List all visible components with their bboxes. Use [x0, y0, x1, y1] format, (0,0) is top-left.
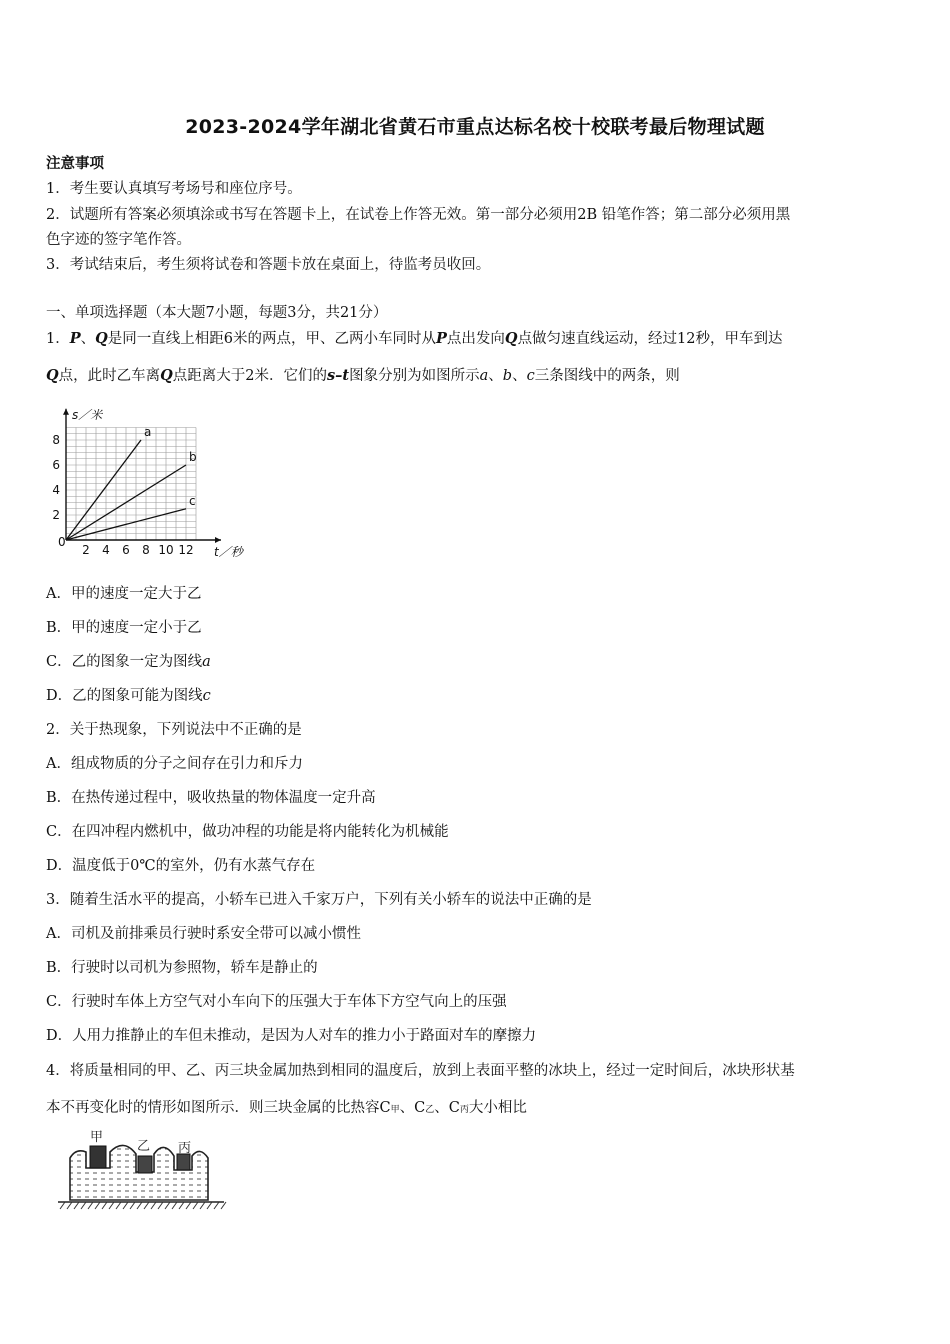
- q1-option-c-var: a: [202, 654, 211, 670]
- q2-stem: 2．关于热现象，下列说法中不正确的是: [46, 722, 302, 738]
- x-tick-label: 2: [82, 543, 90, 557]
- q1-text-5: 点距离大于2米．它们的: [172, 368, 328, 384]
- x-tick-label: 12: [178, 543, 194, 557]
- q4-sub-yi: 乙: [425, 1105, 435, 1115]
- ground-hatch: [60, 1202, 226, 1209]
- hatch-mark: [151, 1202, 156, 1209]
- q1-option-d-var: c: [202, 688, 211, 704]
- q4-sub-jia: 甲: [390, 1105, 400, 1115]
- notice-item-3: 3．考试结束后，考生须将试卷和答题卡放在桌面上，待监考员收回。: [46, 257, 491, 273]
- y-tick-label: 8: [52, 433, 60, 447]
- series-label-a: a: [144, 425, 152, 439]
- notice-item-2: 2．试题所有答案必须填涂或书写在答题卡上，在试卷上作答无效。第一部分必须用2B 铅笔作答；第二部分必须用黑: [46, 207, 791, 223]
- q1-text-2: 点出发向: [446, 331, 505, 347]
- q2-option-b: B．在热传递过程中，吸收热量的物体温度一定升高: [46, 790, 376, 806]
- q4-stem-line2: [46, 1096, 527, 1117]
- q1-var-q: Q: [95, 330, 108, 347]
- hatch-mark: [172, 1202, 177, 1209]
- y-axis-arrow: [63, 409, 69, 415]
- hatch-mark: [158, 1202, 163, 1209]
- q1-sep3: 、: [512, 368, 527, 384]
- hatch-mark: [81, 1202, 86, 1209]
- q1-sep2: 、: [488, 368, 503, 384]
- label-yi: 乙: [137, 1139, 151, 1154]
- q1-text-6: 图象分别为如图所示: [349, 368, 480, 384]
- x-axis-label: t／秒: [214, 545, 243, 559]
- hatch-mark: [130, 1202, 135, 1209]
- q1-stem-line2: [46, 364, 680, 385]
- hatch-mark: [200, 1202, 205, 1209]
- y-tick-label: 2: [52, 508, 60, 522]
- origin-label: 0: [58, 535, 66, 549]
- hatch-mark: [109, 1202, 114, 1209]
- q3-option-b: B．行驶时以司机为参照物，轿车是静止的: [46, 960, 318, 976]
- q1-option-b: [46, 616, 202, 637]
- hatch-mark: [186, 1202, 191, 1209]
- x-tick-label: 10: [158, 543, 174, 557]
- metal-jia: [90, 1146, 106, 1168]
- page-title: 2023-2024学年湖北省黄石市重点达标名校十校联考最后物理试题: [185, 116, 765, 138]
- hatch-mark: [144, 1202, 149, 1209]
- ice-block-figure: [52, 1128, 232, 1218]
- hatch-mark: [67, 1202, 72, 1209]
- q1-option-d: [46, 684, 211, 705]
- hatch-mark: [95, 1202, 100, 1209]
- label-bing: 丙: [178, 1141, 192, 1156]
- hatch-mark: [214, 1202, 219, 1209]
- q3-option-d: D．人用力推静止的车但未推动，是因为人对车的推力小于路面对车的摩擦力: [46, 1028, 537, 1044]
- notice-item-1: 1．考生要认真填写考场号和座位序号。: [46, 181, 302, 197]
- q1-var-p2: P: [436, 330, 447, 347]
- x-tick-label: 4: [102, 543, 110, 557]
- q3-stem: 3．随着生活水平的提高，小轿车已进入千家万户，下列有关小轿车的说法中正确的是: [46, 892, 592, 908]
- q1-option-a-text: A．甲的速度一定大于乙: [46, 586, 202, 602]
- q3-option-a: A．司机及前排乘员行驶时系安全带可以减小惯性: [46, 926, 361, 942]
- st-graph: [46, 400, 256, 560]
- q4-stem-line1: 4．将质量相同的甲、乙、丙三块金属加热到相同的温度后，放到上表面平整的冰块上，经过一定时间后，冰块形状基: [46, 1063, 795, 1079]
- hatch-mark: [60, 1202, 65, 1209]
- q1-var-a: a: [479, 368, 489, 384]
- q1-stem-line1: [46, 327, 783, 348]
- notice-item-2-cont: 色字迹的签字笔作答。: [46, 232, 191, 248]
- q1-sep: 、: [80, 331, 96, 347]
- q1-var-p: P: [69, 330, 81, 347]
- q1-option-c: [46, 650, 211, 671]
- y-tick-label: 6: [52, 458, 60, 472]
- q1-var-q4: Q: [160, 367, 173, 384]
- label-jia: 甲: [90, 1130, 104, 1145]
- series-label-c: c: [189, 493, 196, 508]
- y-tick-label: 4: [52, 483, 60, 497]
- q3-option-c: C．行驶时车体上方空气对小车向下的压强大于车体下方空气向上的压强: [46, 994, 507, 1010]
- q1-text-3: 点做匀速直线运动，经过12秒，甲车到达: [517, 331, 783, 347]
- metal-bing: [177, 1154, 190, 1170]
- q1-var-st: s–t: [327, 367, 350, 384]
- q1-text-4: 点，此时乙车离: [58, 368, 161, 384]
- y-axis-label: s／米: [72, 408, 103, 422]
- q1-option-b-text: B．甲的速度一定小于乙: [46, 620, 202, 636]
- q2-option-d: D．温度低于0℃的室外，仍有水蒸气存在: [46, 858, 316, 874]
- metal-yi: [138, 1156, 152, 1173]
- section-heading: 一、单项选择题（本大题7小题，每题3分，共21分）: [46, 305, 388, 321]
- q4-text-3: 、C: [434, 1100, 460, 1116]
- q4-text-2: 、C: [399, 1100, 426, 1116]
- hatch-mark: [221, 1202, 226, 1209]
- hatch-mark: [88, 1202, 93, 1209]
- hatch-mark: [123, 1202, 128, 1209]
- q2-option-c: C．在四冲程内燃机中，做功冲程的功能是将内能转化为机械能: [46, 824, 449, 840]
- x-tick-label: 6: [122, 543, 130, 557]
- q4-text-1: 本不再变化时的情形如图所示．则三块金属的比热容C: [46, 1100, 391, 1116]
- q1-number: 1．: [46, 331, 70, 347]
- hatch-mark: [102, 1202, 107, 1209]
- q4-sub-bing: 丙: [459, 1105, 469, 1115]
- q1-text-7: 三条图线中的两条，则: [534, 368, 680, 384]
- q1-var-q3: Q: [46, 367, 59, 384]
- q1-option-a: [46, 582, 201, 603]
- hatch-mark: [74, 1202, 79, 1209]
- q1-var-q2: Q: [504, 330, 518, 347]
- q2-option-a: A．组成物质的分子之间存在引力和斥力: [46, 756, 303, 772]
- q1-var-b: b: [502, 368, 513, 384]
- hatch-mark: [116, 1202, 121, 1209]
- x-axis-arrow: [215, 537, 221, 543]
- hatch-mark: [137, 1202, 142, 1209]
- series-label-b: b: [189, 450, 197, 464]
- hatch-mark: [179, 1202, 184, 1209]
- hatch-mark: [193, 1202, 198, 1209]
- hatch-mark: [207, 1202, 212, 1209]
- hatch-mark: [165, 1202, 170, 1209]
- q1-var-c: c: [526, 368, 535, 384]
- q4-text-4: 大小相比: [468, 1100, 527, 1116]
- q1-text-1: 是同一直线上相距6米的两点，甲、乙两小车同时从: [107, 331, 437, 347]
- q1-option-c-text: C．乙的图象一定为图线: [46, 654, 203, 670]
- x-tick-label: 8: [142, 543, 150, 557]
- notice-heading: 注意事项: [46, 155, 104, 172]
- q1-option-d-text: D．乙的图象可能为图线: [46, 688, 203, 704]
